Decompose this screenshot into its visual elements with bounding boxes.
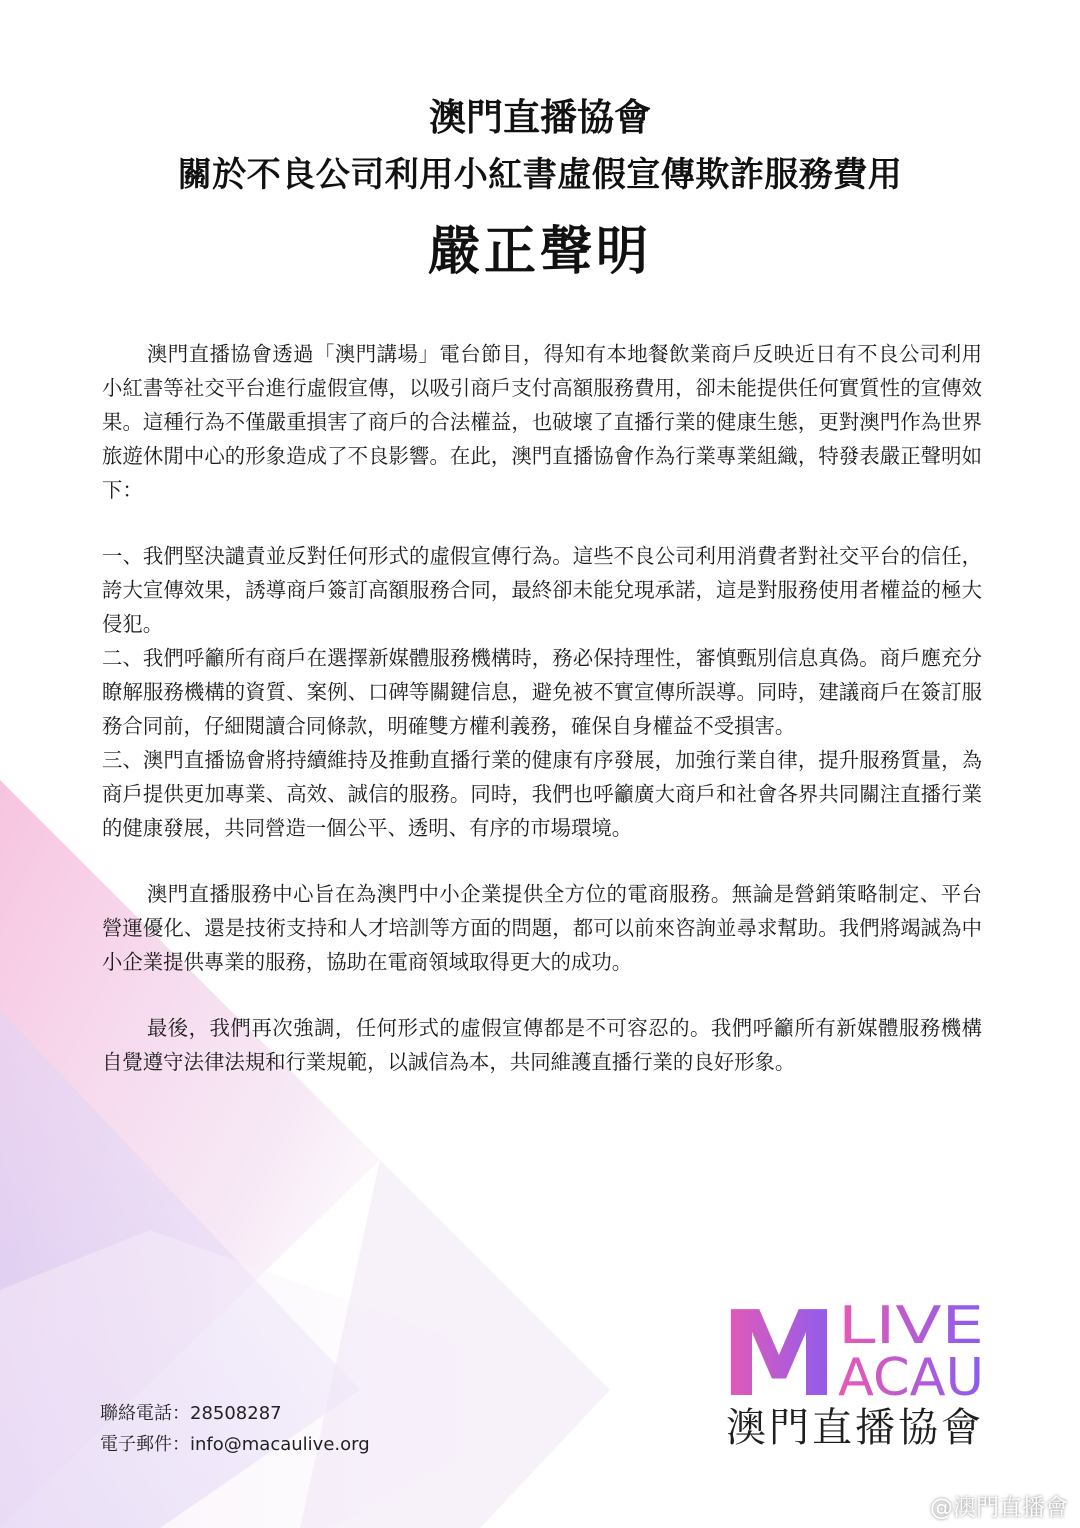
title-organization: 澳門直播協會 (429, 96, 651, 139)
statement-title (0, 92, 1080, 294)
title-declaration: 嚴正聲明 (427, 222, 652, 282)
contact-email (100, 1429, 370, 1460)
title-subject: 關於不良公司利用小紅書虛假宣傳欺詐服務費用 (177, 155, 903, 195)
watermark-text: @澳門直播會 (930, 1494, 1068, 1521)
paragraph-conclusion: 最後，我們再次強調，任何形式的虛假宣傳都是不可容忍的。我們呼籲所有新媒體服務機構自覺遵守法律法規和行業規範，以誠信為本，共同維護直播行業的良好形象。 (102, 1016, 982, 1074)
paragraph-point-1: 一、我們堅決譴責並反對任何形式的虛假宣傳行為。這些不良公司利用消費者對社交平台的信任，誇大宣傳效果，誘導商戶簽訂高額服務合同，最終卻未能兌現承諾，這是對服務使用者權益的極大侵犯。 (102, 544, 982, 636)
phone-label: 聯絡電話： (100, 1403, 190, 1424)
paragraph-point-2: 二、我們呼籲所有商戶在選擇新媒體服務機構時，務必保持理性，審慎甄別信息真偽。商戶應充分瞭解服務機構的資質、案例、口碑等關鍵信息，避免被不實宣傳所誤導。同時，建議商戶在簽訂服務合同前，仔細閱讀合同條款，明確雙方權利義務，確保自身權益不受損害。 (102, 646, 982, 738)
logo-word-live: LIVE (838, 1296, 984, 1356)
statement-body (102, 337, 982, 1079)
contact-info (100, 1398, 370, 1460)
paragraph-point-3: 三、澳門直播協會將持續維持及推動直播行業的健康有序發展，加強行業自律，提升服務質量，為商戶提供更加專業、高效、誠信的服務。同時，我們也呼籲廣大商戶和社會各界共同關注直播行業的健康發展，共同營造一個公平、透明、有序的市場環境。 (102, 748, 982, 840)
logo-word-acau: ACAU (838, 1348, 984, 1405)
paragraph-intro: 澳門直播協會透過「澳門講場」電台節目，得知有本地餐飲業商戶反映近日有不良公司利用小紅書等社交平台進行虛假宣傳，以吸引商戶支付高額服務費用，卻未能提供任何實質性的宣傳效果。這種行為不僅嚴重損害了商戶的合法權益，也破壞了直播行業的健康生態，更對澳門作為世界旅遊休閒中心的形象造成了不良影響。在此，澳門直播協會作為行業專業組織，特發表嚴正聲明如下： (102, 342, 982, 502)
logo-letter-m: M (720, 1295, 838, 1405)
email-label: 電子郵件： (100, 1434, 190, 1455)
macau-live-logo (720, 1295, 990, 1465)
phone-value: 28508287 (190, 1403, 282, 1424)
paragraph-service-center: 澳門直播服務中心旨在為澳門中小企業提供全方位的電商服務。無論是營銷策略制定、平台營運優化、還是技術支持和人才培訓等方面的問題，都可以前來咨詢並尋求幫助。我們將竭誠為中小企業提供專業的服務，協助在電商領域取得更大的成功。 (102, 882, 982, 974)
logo-mark (720, 1295, 990, 1405)
weibo-watermark (894, 1488, 1068, 1522)
weibo-icon (894, 1492, 924, 1518)
contact-phone (100, 1398, 370, 1429)
email-value: info@macaulive.org (190, 1434, 370, 1455)
logo-chinese-name: 澳門直播協會 (726, 1405, 984, 1451)
